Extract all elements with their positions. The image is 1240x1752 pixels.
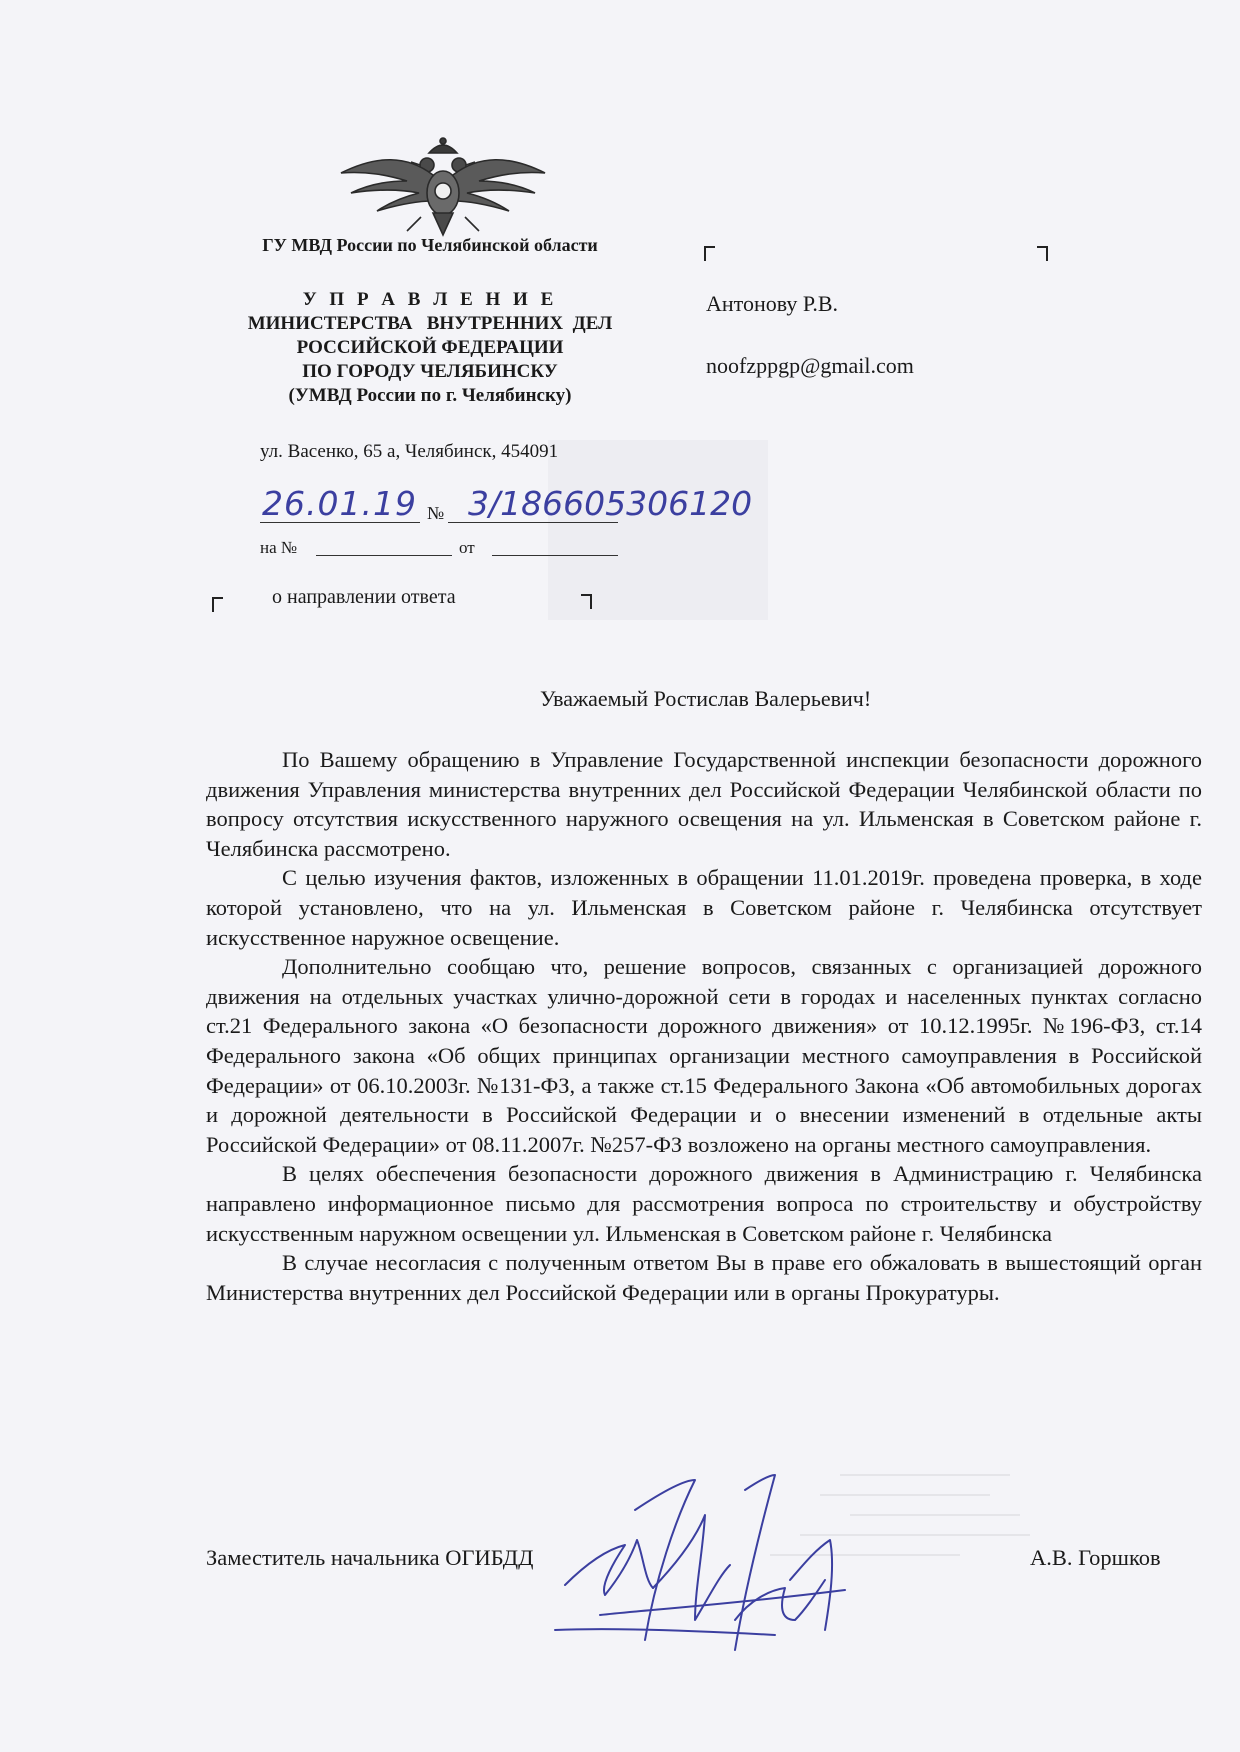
ref-from-label: от [459,538,475,557]
title-line-2: МИНИСТЕРСТВА ВНУТРЕННИХ ДЕЛ [247,313,613,334]
handwritten-number: 3/186605306120 [468,484,753,523]
organization-name: ГУ МВД России по Челябинской области [262,235,598,255]
signatory-name: А.В. Горшков [1030,1545,1161,1570]
double-headed-eagle-emblem-icon [337,135,549,239]
paragraph: В целях обеспечения безопасности дорожного движения в Администрацию г. Челябинска направлено информационное письмо для рассмотрения вопроса по строительству и обустройству искусственным наружном освещении ул. Ильменская в Советском районе г. Челябинска [206,1161,1202,1246]
title-line-5: (УМВД России по г. Челябинску) [288,385,572,406]
scan-shadow [548,440,768,620]
ref-label: на № [260,538,298,557]
department-title [210,288,650,408]
title-line-3: РОССИЙСКОЙ ФЕДЕРАЦИИ [296,337,564,358]
handwritten-signature-icon [545,1470,885,1665]
number-sign: № [427,503,445,523]
title-line-1: У П Р А В Л Е Н И Е [302,289,558,310]
ref-from-label-wrap [459,538,475,558]
paragraph: С целью изучения фактов, изложенных в обращении 11.01.2019г. проведена проверка, в ходе которой установлено, что на ул. Ильменская в Советском районе г. Челябинска отсутствует искусственное наружное освещение. [206,865,1202,950]
recipient-email: noofzppgp@gmail.com [706,353,914,378]
ref-number-line [316,555,452,556]
salutation: Уважаемый Ростислав Валерьевич! [540,686,872,711]
signatory-position: Заместитель начальника ОГИБДД [206,1545,534,1570]
number-underline [448,522,618,523]
paragraph: По Вашему обращению в Управление Государственной инспекции безопасности дорожного движения Управления министерства внутренних дел Российской Федерации Челябинской области по вопросу отсутствия искусственного наружного освещения на ул. Ильменская в Советском районе г. Челябинска рассмотрено. [206,747,1202,861]
date-underline [260,522,420,523]
handwritten-date: 26.01.19 [262,484,417,523]
recipient-corner-right [1037,246,1048,261]
letter-subject: о направлении ответа [272,586,456,608]
ref-date-line [492,555,618,556]
paragraph: В случае несогласия с полученным ответом Вы в праве его обжаловать в вышестоящий орган Министерства внутренних дел Российской Федерации или в органы Прокуратуры. [206,1250,1202,1305]
subject-corner-right [581,594,592,609]
recipient-corner-left [704,246,715,261]
paragraph: Дополнительно сообщаю что, решение вопросов, связанных с организацией дорожного движения на отдельных участках улично-дорожной сети в городах и населенных пунктах согласно ст.21 Федерального закона «О безопасности дорожного движения» от 10.12.1995г. №196-ФЗ, ст.14 Федерального закона «Об общих принципах организации местного самоуправления в Российской Федерации» от 06.10.2003г. №131-ФЗ, а также ст.15 Федерального Закона «Об автомобильных дорогах и дорожной деятельности в Российской Федерации и о внесении изменений в отдельные акты Российской Федерации» от 08.11.2007г. №257-ФЗ возложено на органы местного самоуправления. [206,954,1202,1157]
title-line-4: ПО ГОРОДУ ЧЕЛЯБИНСКУ [302,361,558,382]
reference-row [260,538,297,558]
recipient-name: Антонову Р.В. [706,291,839,316]
letter-body [206,745,1202,1307]
subject-corner-left [212,597,223,612]
department-address: ул. Васенко, 65 а, Челябинск, 454091 [260,441,559,462]
